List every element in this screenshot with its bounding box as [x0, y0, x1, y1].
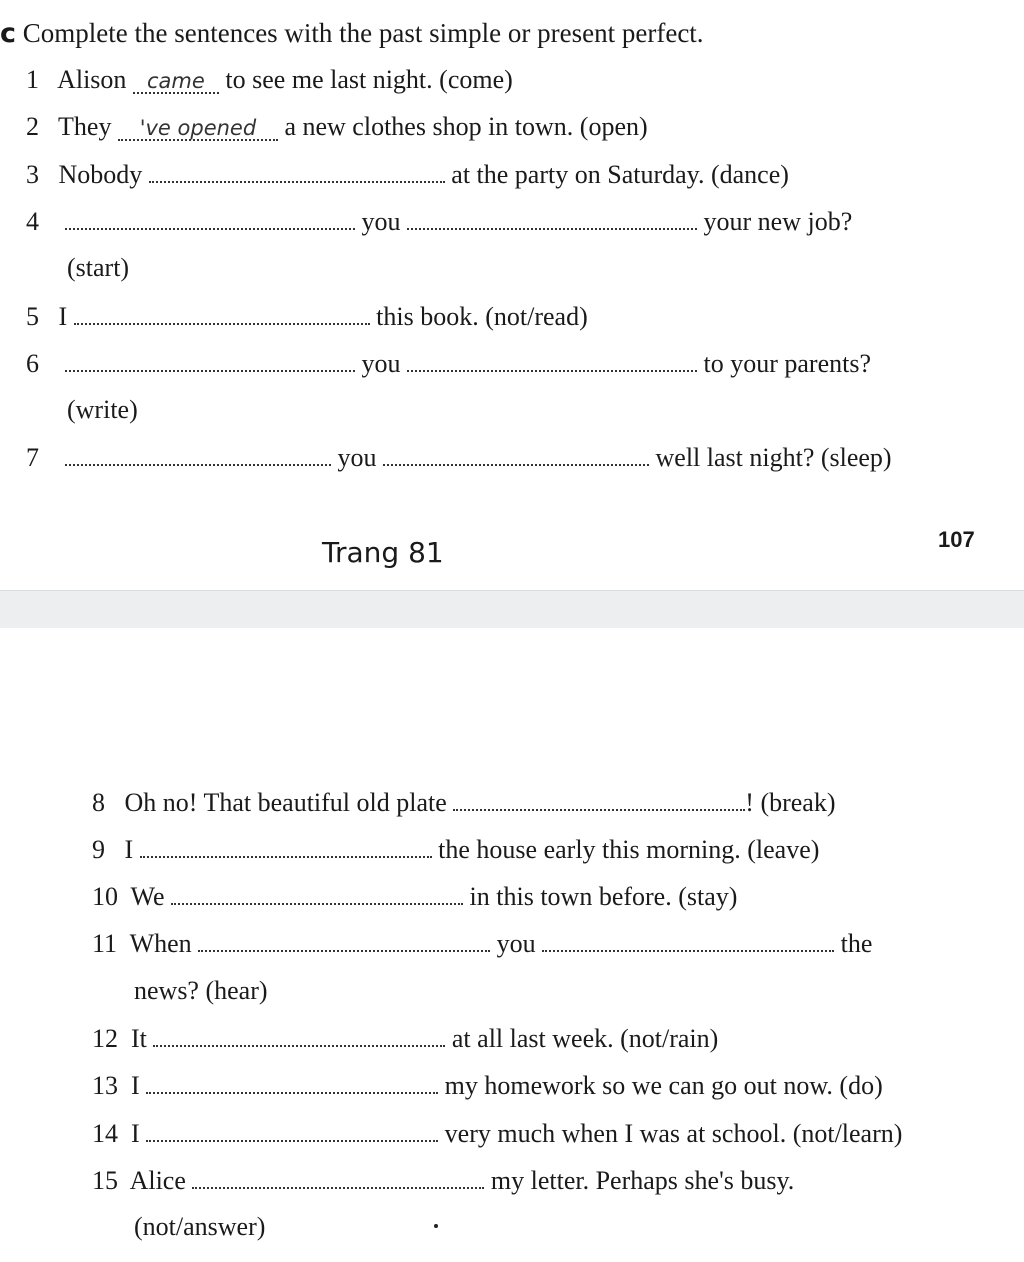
item-11-cont: news? (hear): [134, 976, 268, 1005]
item-13: 13 I my homework so we can go out now. (do): [92, 1071, 883, 1100]
item-1: 1 Alison came to see me last night. (come): [26, 65, 513, 94]
blank[interactable]: [65, 348, 355, 372]
blank[interactable]: [542, 928, 834, 952]
worksheet-page-top: [0, 0, 1024, 590]
item-3: 3 Nobody at the party on Saturday. (dance): [26, 160, 789, 189]
blank[interactable]: [198, 928, 490, 952]
item-14: 14 I very much when I was at school. (not/learn): [92, 1119, 903, 1148]
blank[interactable]: [453, 787, 745, 811]
item-15: 15 Alice my letter. Perhaps she's busy.: [92, 1166, 795, 1195]
blank[interactable]: [149, 159, 445, 183]
instruction: Complete the sentences with the past simple or present perfect.: [22, 18, 704, 48]
blank[interactable]: [192, 1165, 484, 1189]
page-separator: [0, 590, 1024, 629]
answer-2-handwritten: 've opened: [118, 117, 278, 141]
blank[interactable]: [171, 881, 463, 905]
item-6-cont: (write): [67, 395, 138, 424]
page-number: 107: [938, 527, 975, 552]
item-8: 8 Oh no! That beautiful old plate ! (break): [92, 788, 836, 817]
blank[interactable]: [65, 442, 331, 466]
blank[interactable]: [153, 1023, 445, 1047]
blank[interactable]: [146, 1118, 438, 1142]
item-9: 9 I the house early this morning. (leave): [92, 835, 820, 864]
item-4-cont: (start): [67, 253, 130, 282]
page-label: Trang 81: [322, 536, 444, 569]
item-6: 6 you to your parents?: [26, 349, 872, 378]
item-5: 5 I this book. (not/read): [26, 302, 588, 331]
blank[interactable]: [146, 1070, 438, 1094]
item-4: 4 you your new job?: [26, 207, 853, 236]
blank[interactable]: [65, 206, 355, 230]
item-11: 11 When you the: [92, 929, 873, 958]
exercise-heading: [0, 18, 704, 49]
scan-speck: [434, 1224, 438, 1228]
blank[interactable]: [407, 206, 697, 230]
blank[interactable]: [74, 301, 370, 325]
item-7: 7 you well last night? (sleep): [26, 443, 892, 472]
answer-1-handwritten: came: [133, 70, 219, 94]
blank[interactable]: [383, 442, 649, 466]
blank[interactable]: [140, 834, 432, 858]
item-10: 10 We in this town before. (stay): [92, 882, 738, 911]
item-15-cont: (not/answer): [134, 1212, 266, 1241]
item-2: 2 They 've opened a new clothes shop in town. (open): [26, 112, 648, 141]
item-12: 12 It at all last week. (not/rain): [92, 1024, 719, 1053]
section-letter: c: [0, 18, 17, 49]
worksheet-page-bottom: [0, 628, 1024, 1262]
blank[interactable]: [407, 348, 697, 372]
